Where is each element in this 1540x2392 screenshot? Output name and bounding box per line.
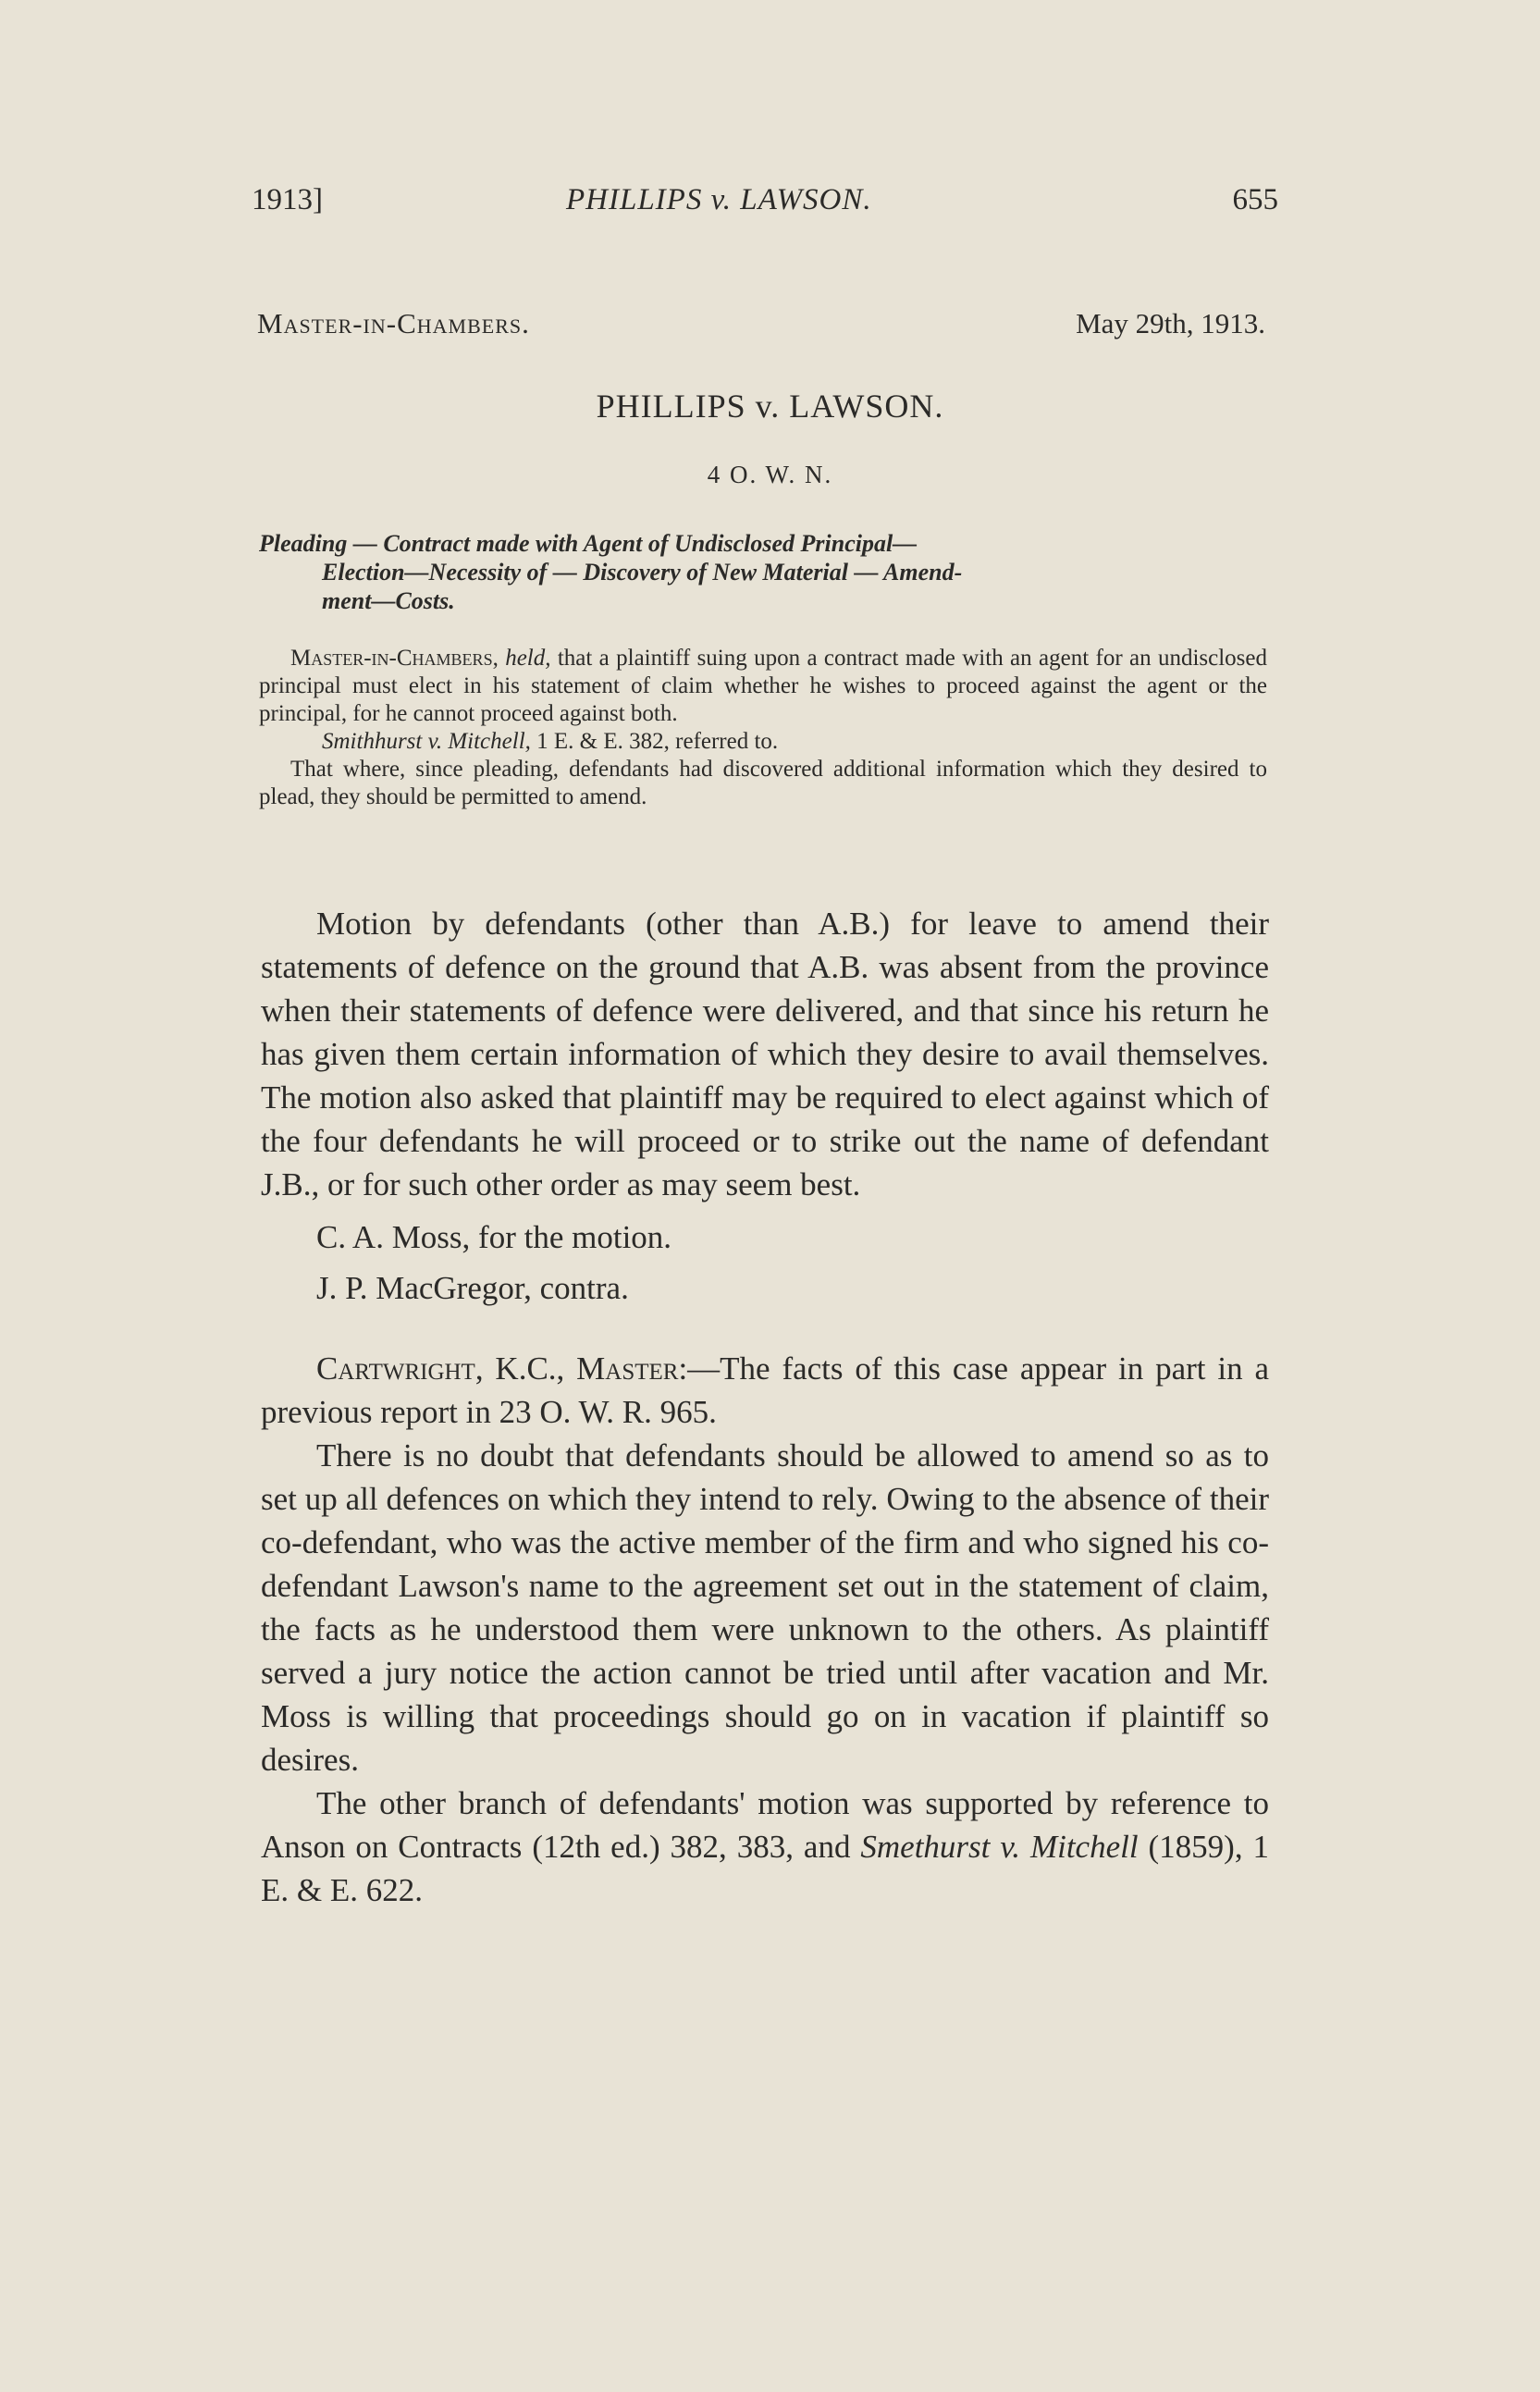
case-citation: 4 O. W. N. (707, 461, 833, 488)
motion-paragraph: Motion by defendants (other than A.B.) for leave to amend their statements of defence on the ground that A.B. was absent from the province when their statements of defence were delivered, and that since his return he has given them certain information of which they desire to avail themselves. The motion also asked that plaintiff may be required to elect against which of the four defendants he will proceed or to strike out the name of defendant J.B., or for such other order as may seem best. (261, 906, 1269, 1202)
holding-text-1: that a plaintiff suing upon a contract made with an agent for an undisclosed principal must elect in his statement of claim whether he wishes to proceed against the agent or the principal, for he cannot proceed against both. (259, 646, 1268, 726)
page-number: 655 (1232, 183, 1278, 216)
judgment-case-name: Smethurst v. Mitchell (860, 1829, 1139, 1865)
judgment-text-3a: The other branch of defendants' motion was supported by reference to Anson on Contracts (12th ed.) 382, 383, and (261, 1785, 1269, 1865)
judgment-paragraph-2: There is no doubt that defendants should be allowed to amend so as to set up all defences on which they intend to rely. Owing to the absence of their co-defendant, who was the active member of the firm and who signed his co-defendant Lawson's name to the agreement set out in the statement of claim, the facts as he understood them were unknown to the others. As plaintiff served a jury notice the action cannot be tried until after vacation and Mr. Moss is willing that proceedings should go on in vacation if plaintiff so desires. (261, 1437, 1269, 1778)
running-head-title: PHILLIPS v. LAWSON. (566, 183, 872, 216)
headnote-line-3: ment—Costs. (322, 587, 455, 614)
judgment-text-1: :—The facts of this case appear in part in a previous report in 23 O. W. R. 965. (261, 1350, 1269, 1430)
counsel-contra: J. P. MacGregor, contra. (316, 1270, 629, 1306)
judgment-text-3b: (1859), 1 E. & E. 622. (261, 1829, 1270, 1908)
headnote-line-2: Election—Necessity of — Discovery of New Material — Amend- (322, 559, 963, 586)
holding-reference (259, 728, 1267, 756)
case-title: PHILLIPS v. LAWSON. (596, 388, 944, 425)
judge-name: Cartwright, K.C., Master (316, 1350, 679, 1387)
report-body (261, 902, 1269, 1912)
holding-ref-rest: 1 E. & E. 382, referred to. (530, 729, 779, 754)
holding-paragraph-2: That where, since pleading, defendants had discovered additional information which they desired to plead, they should be permitted to amend. (259, 757, 1267, 809)
judgment-paragraph-3 (261, 1782, 1269, 1912)
decision-date: May 29th, 1913. (1076, 307, 1265, 339)
counsel-for: C. A. Moss, for the motion. (316, 1219, 672, 1255)
holding-court: Master-in-Chambers, (290, 646, 499, 671)
court-name: Master-in-Chambers. (257, 307, 530, 339)
holding-ref-case: Smithhurst v. Mitchell, (322, 729, 531, 754)
headnote-holding (259, 645, 1267, 811)
holding-held: held, (505, 646, 551, 671)
counsel-block (316, 1215, 1269, 1310)
holding-paragraph-1 (259, 645, 1267, 728)
judgment-paragraph-1 (261, 1347, 1269, 1434)
headnote-line-1: Pleading — Contract made with Agent of Undisclosed Principal— (259, 530, 918, 557)
running-head (252, 183, 1278, 229)
headnote-catchwords (259, 529, 1267, 615)
running-head-year: 1913] (252, 183, 323, 216)
